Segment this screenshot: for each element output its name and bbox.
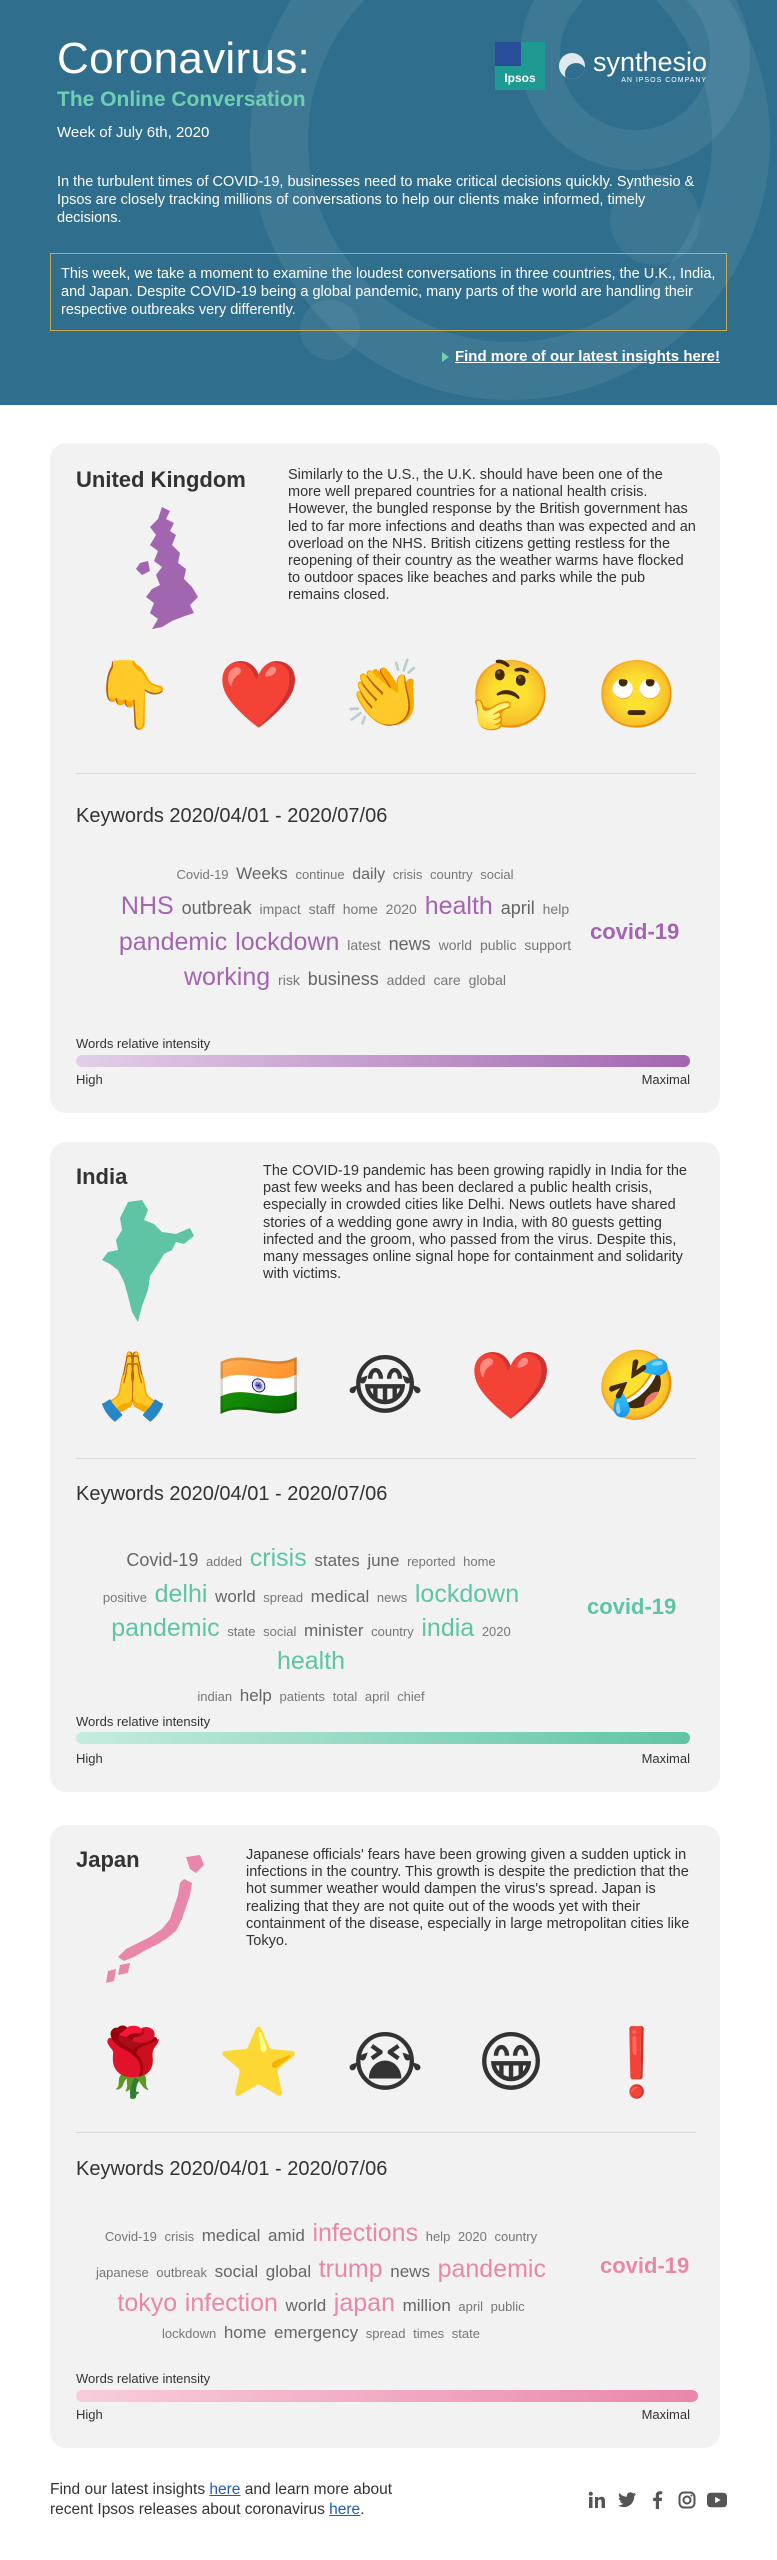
keywords-title: Keywords 2020/04/01 - 2020/07/06	[76, 1483, 388, 1505]
synthesio-mark-icon	[559, 53, 585, 79]
thinking-face-icon: 🤔	[469, 656, 553, 733]
crying-face-icon: 😭	[346, 2024, 424, 2101]
emoji-row	[50, 2023, 720, 2103]
eye-roll-face-icon: 🙄	[595, 656, 679, 733]
folded-hands-icon: 🙏	[91, 1347, 175, 1424]
intensity-low-label: High	[76, 1751, 103, 1766]
country-name: Japan	[76, 1847, 140, 1872]
india-flag-icon: 🇮🇳	[217, 1347, 301, 1424]
intensity-label: Words relative intensity	[76, 1036, 211, 1051]
country-card-uk	[50, 443, 720, 1113]
intensity-high-label: Maximal	[641, 1072, 690, 1087]
rolling-laughing-face-icon: 🤣	[595, 1347, 679, 1424]
word-cloud: Covid-19 added crisis states june reported home positive delhi world spread medical news lockdown pandemic state social minister country india 2020 health indian help patients total april chief	[102, 1544, 520, 1705]
country-description: Similarly to the U.S., the U.K. should have been one of the more well prepared countries for a national health crisis. However, the bungled response by the British government has led to far more infections and deaths than was expected and an overload on the NHS. British citizens getting restless for the reopening of their country as the weather warms have flocked to outdoor spaces like beaches and parks while the pub remains closed.	[288, 467, 696, 604]
exclamation-icon: ❗	[595, 2024, 679, 2101]
intensity-gradient-bar	[76, 1055, 690, 1067]
instagram-icon[interactable]	[677, 2490, 697, 2510]
facebook-icon[interactable]	[647, 2490, 667, 2510]
callout-box: This week, we take a moment to examine the loudest conversations in three countries, the U.K., India, and Japan. Despite COVID-19 being a global pandemic, many parts of the world are handling their respective outbreaks very differently.	[50, 253, 727, 331]
keywords-title: Keywords 2020/04/01 - 2020/07/06	[76, 805, 388, 827]
backhand-index-down-icon: 👇	[91, 656, 175, 733]
footer-text: Find our latest insights here and learn more about recent Ipsos releases about coronavirus here.	[50, 2481, 393, 2518]
top-keyword: covid-19	[600, 2253, 690, 2278]
red-heart-icon: ❤️	[217, 656, 301, 733]
country-name: United Kingdom	[76, 467, 246, 492]
keywords-title: Keywords 2020/04/01 - 2020/07/06	[76, 2158, 388, 2180]
country-description: Japanese officials' fears have been growing given a sudden uptick in infections in the country. This growth is despite the prediction that the hot summer weather would dampen the virus's spread. Japan is realizing that they are not quite out of the woods yet with their containment of the disease, especially in large metropolitan cities like Tokyo.	[246, 1847, 690, 1950]
clapping-hands-icon: 👏	[343, 656, 427, 733]
intensity-label: Words relative intensity	[76, 1714, 211, 1729]
uk-map-icon	[132, 505, 202, 635]
divider	[76, 2132, 696, 2133]
star-icon: ⭐	[217, 2024, 301, 2101]
logos	[495, 42, 707, 90]
top-keyword: covid-19	[587, 1594, 677, 1619]
country-card-india	[50, 1142, 720, 1792]
intensity-gradient-bar	[76, 1732, 690, 1744]
grinning-face-icon: 😁	[476, 2024, 546, 2101]
intensity-high-label: Maximal	[641, 1751, 690, 1766]
insights-link-label: Find more of our latest insights here!	[454, 348, 720, 365]
social-links	[587, 2490, 727, 2510]
country-card-japan	[50, 1825, 720, 2448]
synthesio-logo: synthesio AN IPSOS COMPANY	[559, 49, 707, 84]
intensity-label: Words relative intensity	[76, 2371, 211, 2386]
week-label: Week of July 6th, 2020	[57, 124, 210, 141]
intensity-high-label: Maximal	[641, 2407, 690, 2422]
india-map-icon	[98, 1198, 198, 1328]
insights-footer-link[interactable]: here	[209, 2481, 241, 2498]
country-description: The COVID-19 pandemic has been growing rapidly in India for the past few weeks and has been declared a public health crisis, especially in crowded cities like Delhi. News outlets have shared stories of a wedding gone awry in India, with 80 guests getting infected and the groom, who passed from the virus. Despite this, many messages online signal hope for containment and solidarity with victims.	[263, 1163, 687, 1283]
country-name: India	[76, 1164, 128, 1189]
divider	[76, 773, 696, 774]
intensity-low-label: High	[76, 1072, 103, 1087]
intensity-gradient-bar	[76, 2390, 698, 2402]
japan-map-icon	[100, 1853, 210, 1993]
rose-icon: 🌹	[91, 2024, 175, 2101]
youtube-icon[interactable]	[707, 2490, 727, 2510]
linkedin-icon[interactable]	[587, 2490, 607, 2510]
play-arrow-icon	[442, 352, 449, 362]
intensity-low-label: High	[76, 2407, 103, 2422]
insights-link[interactable]	[442, 348, 720, 365]
twitter-icon[interactable]	[617, 2490, 637, 2510]
emoji-row	[50, 655, 720, 735]
hero-banner	[0, 0, 777, 405]
word-cloud: Covid-19 crisis medical amid infections help 2020 country japanese outbreak social global trump news pandemic tokyo infection world japan million april public lockdown home emergency spread times state	[96, 2219, 546, 2343]
word-cloud: Covid-19 Weeks continue daily crisis country social NHS outbreak impact staff home 2020 health april help pandemic lockdown latest news world public support working risk business added care global	[118, 864, 572, 992]
ipsos-releases-link[interactable]: here	[329, 2501, 361, 2518]
tears-of-joy-face-icon: 😂	[346, 1347, 424, 1424]
emoji-row	[50, 1346, 720, 1426]
red-heart-icon: ❤️	[469, 1347, 553, 1424]
divider	[76, 1458, 696, 1459]
ipsos-logo: Ipsos	[495, 42, 545, 90]
page-title: Coronavirus:	[57, 34, 311, 83]
top-keyword: covid-19	[590, 919, 680, 944]
page-subtitle: The Online Conversation	[57, 88, 306, 111]
intro-text: In the turbulent times of COVID-19, businesses need to make critical decisions quickly. Synthesio & Ipsos are closely tracking millions of conversations to help our clients make informed, timely decisions.	[57, 174, 695, 226]
